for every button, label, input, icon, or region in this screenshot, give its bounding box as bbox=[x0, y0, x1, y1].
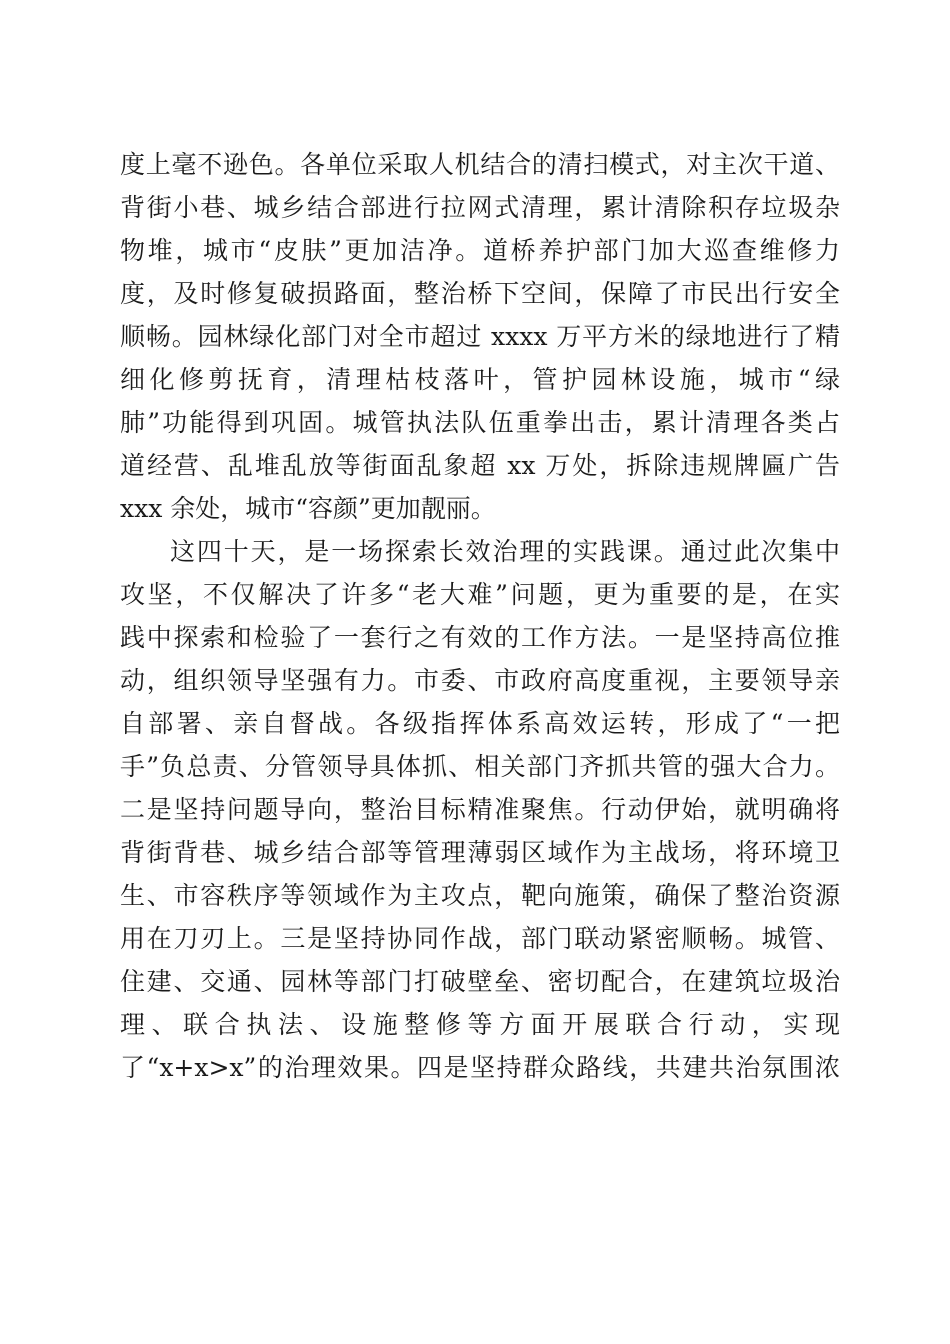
text-line: 肺”功能得到巩固。城管执法队伍重拳出击，累计清理各类占 bbox=[120, 408, 840, 437]
text-line: 背街背巷、城乡结合部等管理薄弱区域作为主战场，将环境卫 bbox=[120, 838, 840, 867]
text-line: 理、联合执法、设施整修等方面开展联合行动，实现 bbox=[120, 1010, 840, 1039]
text-line: 了“x+x>x”的治理效果。四是坚持群众路线，共建共治氛围浓 bbox=[120, 1053, 840, 1082]
text-line: 生、市容秩序等领域作为主攻点，靶向施策，确保了整治资源 bbox=[120, 881, 840, 910]
text-line: 背街小巷、城乡结合部进行拉网式清理，累计清除积存垃圾杂 bbox=[120, 193, 840, 222]
text-line: 道经营、乱堆乱放等街面乱象超 xx 万处，拆除违规牌匾广告 bbox=[120, 451, 840, 480]
text-line: 度上毫不逊色。各单位采取人机结合的清扫模式，对主次干道、 bbox=[120, 150, 840, 179]
text-line: 自部署、亲自督战。各级指挥体系高效运转，形成了“一把 bbox=[120, 709, 840, 738]
text-line: 物堆，城市“皮肤”更加洁净。道桥养护部门加大巡查维修力 bbox=[120, 236, 840, 265]
paragraph bbox=[120, 143, 840, 530]
text-line: 顺畅。园林绿化部门对全市超过 xxxx 万平方米的绿地进行了精 bbox=[120, 322, 840, 351]
text-line: 用在刀刃上。三是坚持协同作战，部门联动紧密顺畅。城管、 bbox=[120, 924, 840, 953]
text-line: 这四十天，是一场探索长效治理的实践课。通过此次集中 bbox=[170, 537, 840, 566]
text-line: 二是坚持问题导向，整治目标精准聚焦。行动伊始，就明确将 bbox=[120, 795, 840, 824]
text-line: 手”负总责、分管领导具体抓、相关部门齐抓共管的强大合力。 bbox=[120, 752, 840, 781]
text-line: 细化修剪抚育，清理枯枝落叶，管护园林设施，城市“绿 bbox=[120, 365, 840, 394]
text-line: 攻坚，不仅解决了许多“老大难”问题，更为重要的是，在实 bbox=[120, 580, 840, 609]
text-line: 践中探索和检验了一套行之有效的工作方法。一是坚持高位推 bbox=[120, 623, 840, 652]
text-line: xxx 余处，城市“容颜”更加靓丽。 bbox=[120, 494, 496, 523]
text-line: 住建、交通、园林等部门打破壁垒、密切配合，在建筑垃圾治 bbox=[120, 967, 840, 996]
text-line: 动，组织领导坚强有力。市委、市政府高度重视，主要领导亲 bbox=[120, 666, 840, 695]
text-line: 度，及时修复破损路面，整治桥下空间，保障了市民出行安全 bbox=[120, 279, 840, 308]
paragraph bbox=[120, 530, 840, 1089]
document-body bbox=[120, 143, 840, 1089]
